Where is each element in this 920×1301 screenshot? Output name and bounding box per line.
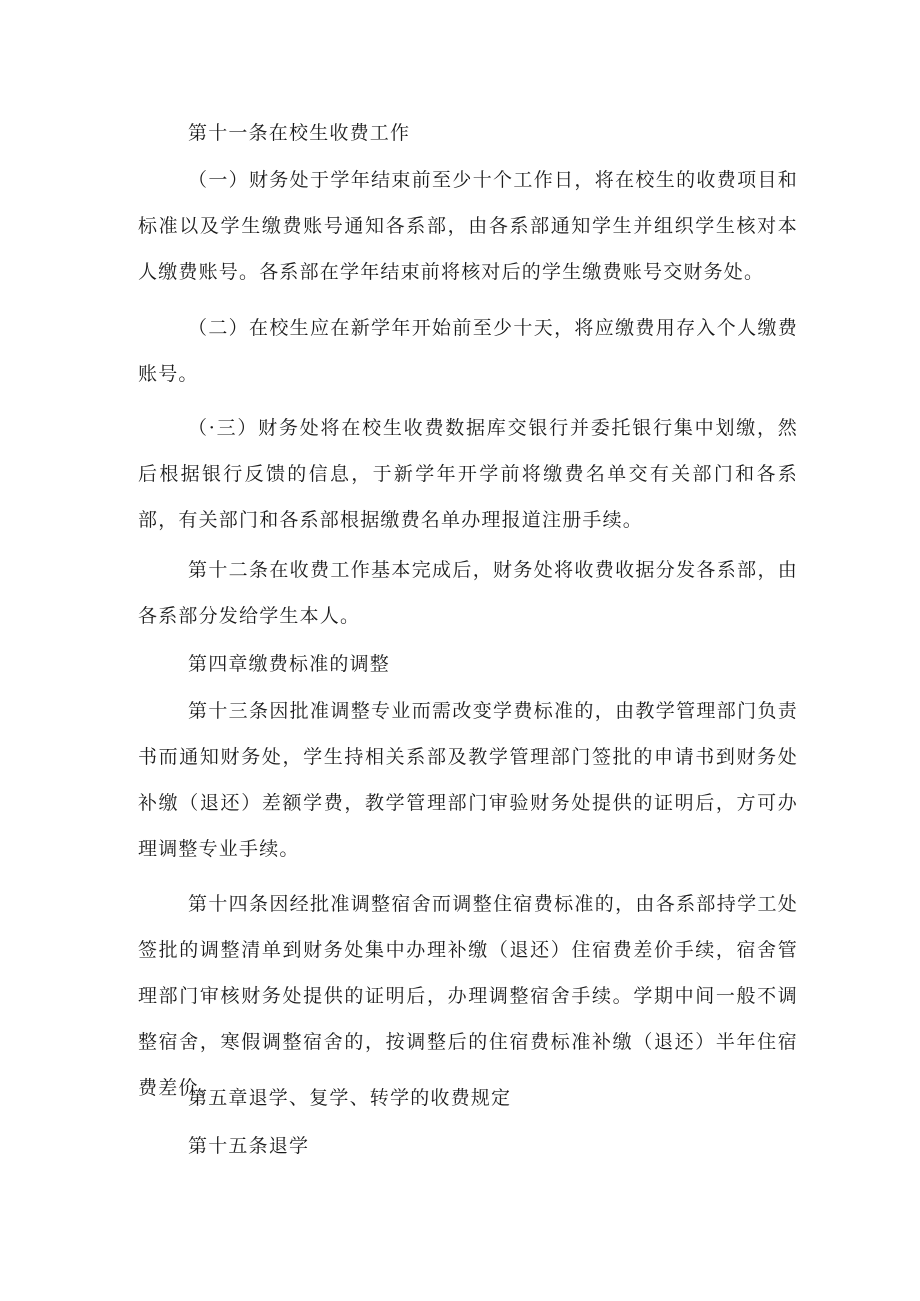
chapter-5-heading: 第五章退学、复学、转学的收费规定 — [188, 1087, 512, 1109]
article-14: 第十四条因经批准调整宿舍而调整住宿费标准的，由各系部持学工处签批的调整清单到财务处集中办理补缴（退还）住宿费差价手续，宿舍管理部门审核财务处提供的证明后，办理调整宿舍手续。学期中间一般不调整宿舍，寒假调整宿舍的，按调整后的住宿费标准补缴（退还）半年住宿费差价。 — [138, 893, 798, 1099]
article-11-clause-1: （一）财务处于学年结束前至少十个工作日，将在校生的收费项目和标准以及学生缴费账号通知各系部，由各系部通知学生并组织学生核对本人缴费账号。各系部在学年结束前将核对后的学生缴费账号交财务处。 — [138, 169, 798, 283]
chapter-4-heading: 第四章缴费标准的调整 — [188, 653, 391, 675]
article-15-heading: 第十五条退学 — [188, 1135, 310, 1157]
article-13: 第十三条因批准调整专业而需改变学费标准的，由教学管理部门负责书而通知财务处，学生持相关系部及教学管理部门签批的申请书到财务处补缴（退还）差额学费，教学管理部门审验财务处提供的证明后，方可办理调整专业手续。 — [138, 700, 798, 860]
article-12: 第十二条在收费工作基本完成后，财务处将收费收据分发各系部，由各系部分发给学生本人。 — [138, 559, 798, 627]
article-11-clause-2: （二）在校生应在新学年开始前至少十天，将应缴费用存入个人缴费账号。 — [138, 317, 798, 385]
article-11-clause-3: （·三）财务处将在校生收费数据库交银行并委托银行集中划缴，然后根据银行反馈的信息，于新学年开学前将缴费名单交有关部门和各系部，有关部门和各系部根据缴费名单办理报道注册手续。 — [138, 417, 798, 531]
article-11-heading: 第十一条在校生收费工作 — [188, 122, 411, 144]
